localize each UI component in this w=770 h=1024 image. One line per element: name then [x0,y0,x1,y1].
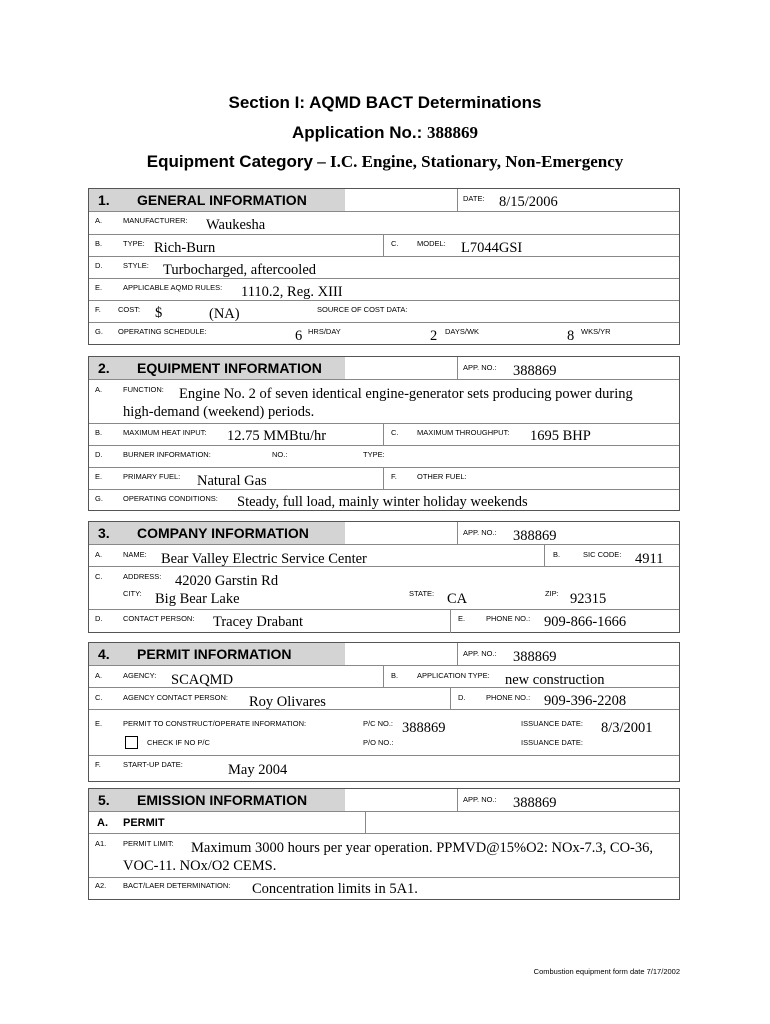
hours-per-day-label: HRS/DAY [308,327,341,336]
phone-label: PHONE NO.: [486,614,531,623]
column-divider [383,423,384,445]
row-letter: C. [391,428,399,437]
row-letter: F. [391,472,397,481]
row-letter: A. [95,550,103,559]
section-title: EQUIPMENT INFORMATION [137,360,322,376]
row-letter: B. [553,550,561,559]
row-divider [89,322,679,323]
sic-code-label: SIC CODE: [583,550,622,559]
row-letter: G. [95,494,103,503]
phone-value: 909-866-1666 [544,614,627,630]
permit-info-label: PERMIT TO CONSTRUCT/OPERATE INFORMATION: [123,719,307,728]
issuance-date-label: ISSUANCE DATE: [521,738,583,747]
app-number-label: APP. NO.: [463,528,497,537]
section-title: GENERAL INFORMATION [137,192,307,208]
city-value: Big Bear Lake [155,591,240,607]
section-number: 4. [98,646,110,662]
section-title: COMPANY INFORMATION [137,525,309,541]
row-letter: E. [95,472,103,481]
row-divider [89,278,679,279]
app-number-label: APP. NO.: [463,795,497,804]
state-label: STATE: [409,589,435,598]
column-divider [383,467,384,489]
company-name-label: NAME: [123,550,147,559]
pc-number-value: 388869 [402,720,446,736]
burner-number-label: NO.: [272,450,288,459]
section-number: 3. [98,525,110,541]
application-number-value: 388869 [427,123,479,142]
cost-symbol: $ [155,305,163,321]
row-letter: A. [95,385,103,394]
company-name-value: Bear Valley Electric Service Center [161,551,367,567]
equipment-category-heading [0,152,770,172]
app-number-value: 388869 [513,649,557,665]
row-letter: D. [95,261,103,270]
pc-number-label: P/C NO.: [363,719,394,728]
date-value: 8/15/2006 [499,194,558,210]
heat-input-value: 12.75 MMBtu/hr [227,428,327,444]
row-divider [89,300,679,301]
weeks-per-year-label: WKS/YR [581,327,611,336]
row-letter: D. [95,614,103,623]
app-number-box [457,643,458,665]
bact-determination-label: BACT/LAER DETERMINATION: [123,881,231,890]
row-divider [89,544,679,545]
permit-information-section [88,642,680,782]
app-number-box [457,357,458,379]
row-letter: A1. [95,839,107,848]
contact-person-value: Tracey Drabant [213,614,304,630]
startup-date-value: May 2004 [228,762,288,778]
weeks-per-year-value: 8 [567,328,575,344]
section-number: 5. [98,792,110,808]
hours-per-day-value: 6 [295,328,303,344]
row-divider [89,445,679,446]
operating-conditions-value: Steady, full load, mainly winter holiday weekends [237,494,528,510]
section-title: PERMIT INFORMATION [137,646,292,662]
section-title-bar [89,643,345,665]
section-number: 1. [98,192,110,208]
row-letter: A2. [95,881,107,890]
row-letter: E. [458,614,466,623]
function-value-line1: Engine No. 2 of seven identical engine-generator sets producing power during [179,386,633,402]
equipment-information-section [88,356,680,511]
app-number-label: APP. NO.: [463,363,497,372]
cost-value: (NA) [209,306,240,322]
row-letter: F. [95,760,101,769]
agency-contact-label: AGENCY CONTACT PERSON: [123,693,229,702]
equipment-category-label: Equipment Category [146,152,313,171]
app-number-box [457,522,458,544]
rules-value: 1110.2, Reg. XIII [241,284,343,300]
row-letter: B. [95,428,103,437]
row-divider [89,211,679,212]
operating-conditions-label: OPERATING CONDITIONS: [123,494,218,503]
emission-information-section [88,788,680,900]
column-divider [450,609,451,633]
function-value-line2: high-demand (weekend) periods. [123,404,315,420]
column-divider [383,665,384,687]
row-divider [89,566,679,567]
row-divider [89,379,679,380]
general-information-section [88,188,680,345]
row-letter: A. [95,671,103,680]
row-divider [89,234,679,235]
app-number-value: 388869 [513,528,557,544]
row-divider [89,709,679,710]
row-divider [89,665,679,666]
row-divider [89,256,679,257]
startup-date-label: START-UP DATE: [123,760,183,769]
section-title-bar [89,789,345,811]
row-letter: E. [95,283,103,292]
row-letter: E. [95,719,103,728]
cost-label: COST: [118,305,141,314]
no-pc-checkbox-label: CHECK IF NO P/C [147,738,210,747]
other-fuel-label: OTHER FUEL: [417,472,467,481]
equipment-category-value: – I.C. Engine, Stationary, Non-Emergency [313,152,624,171]
app-number-value: 388869 [513,795,557,811]
row-letter: G. [95,327,103,336]
issuance-date-value: 8/3/2001 [601,720,653,736]
date-box [457,189,458,211]
address-value: 42020 Garstin Rd [175,573,279,589]
row-letter: A. [95,216,103,225]
primary-fuel-value: Natural Gas [197,473,267,489]
row-letter: B. [391,671,399,680]
no-pc-checkbox[interactable] [125,736,138,749]
section-number: 2. [98,360,110,376]
row-divider [89,489,679,490]
section-title: EMISSION INFORMATION [137,792,308,808]
primary-fuel-label: PRIMARY FUEL: [123,472,181,481]
contact-person-label: CONTACT PERSON: [123,614,195,623]
permit-subheading-letter: A. [97,817,108,829]
row-letter: B. [95,239,103,248]
burner-label: BURNER INFORMATION: [123,450,211,459]
permit-subheading: PERMIT [123,817,165,829]
burner-type-label: TYPE: [363,450,385,459]
row-divider [89,423,679,424]
throughput-value: 1695 BHP [530,428,591,444]
form-date-footer: Combustion equipment form date 7/17/2002 [533,967,680,976]
section-heading: Section I: AQMD BACT Determinations [228,93,542,112]
row-divider [89,467,679,468]
row-divider [89,755,679,756]
app-number-box [457,789,458,811]
zip-label: ZIP: [545,589,559,598]
section-title-bar [89,522,345,544]
state-value: CA [447,591,468,607]
row-letter: C. [95,572,103,581]
city-label: CITY: [123,589,142,598]
days-per-week-value: 2 [430,328,438,344]
app-number-label: APP. NO.: [463,649,497,658]
phone-label: PHONE NO.: [486,693,531,702]
row-divider [89,877,679,878]
type-label: TYPE: [123,239,145,248]
zip-value: 92315 [570,591,607,607]
row-letter: C. [391,239,399,248]
section-title-bar [89,357,345,379]
application-type-label: APPLICATION TYPE: [417,671,490,680]
heat-input-label: MAXIMUM HEAT INPUT: [123,428,207,437]
row-divider [89,687,679,688]
style-label: STYLE: [123,261,149,270]
po-number-label: P/O NO.: [363,738,394,747]
app-number-value: 388869 [513,363,557,379]
bact-determination-value: Concentration limits in 5A1. [252,881,418,897]
row-letter: D. [95,450,103,459]
application-number-label: Application No.: [291,123,423,142]
row-letter: F. [95,305,101,314]
row-divider [89,833,679,834]
rules-label: APPLICABLE AQMD RULES: [123,283,223,292]
issuance-date-label: ISSUANCE DATE: [521,719,583,728]
schedule-label: OPERATING SCHEDULE: [118,327,207,336]
column-divider [450,687,451,709]
permit-limit-label: PERMIT LIMIT: [123,839,174,848]
agency-value: SCAQMD [171,672,234,688]
style-value: Turbocharged, aftercooled [163,262,317,278]
row-letter: D. [458,693,466,702]
row-letter: C. [95,693,103,702]
section-title-bar [89,189,345,211]
days-per-week-label: DAYS/WK [445,327,480,336]
model-label: MODEL: [417,239,446,248]
company-information-section [88,521,680,633]
phone-value: 909-396-2208 [544,693,627,709]
agency-label: AGENCY: [123,671,157,680]
date-label: DATE: [463,194,485,203]
type-value: Rich-Burn [154,240,216,256]
application-number-heading [0,123,770,143]
manufacturer-label: MANUFACTURER: [123,216,188,225]
model-value: L7044GSI [461,240,523,256]
throughput-label: MAXIMUM THROUGHPUT: [417,428,510,437]
column-divider [544,544,545,566]
function-label: FUNCTION: [123,385,164,394]
address-label: ADDRESS: [123,572,162,581]
permit-limit-value-line2: VOC-11. NOx/O2 CEMS. [123,858,277,874]
row-divider [89,609,679,610]
agency-contact-value: Roy Olivares [249,694,326,710]
permit-limit-value-line1: Maximum 3000 hours per year operation. PPMVD@15%O2: NOx-7.3, CO-36, [191,840,653,856]
application-type-value: new construction [505,672,605,688]
sic-code-value: 4911 [635,551,664,567]
cost-source-label: SOURCE OF COST DATA: [317,305,408,314]
manufacturer-value: Waukesha [206,217,266,233]
column-divider [383,234,384,256]
